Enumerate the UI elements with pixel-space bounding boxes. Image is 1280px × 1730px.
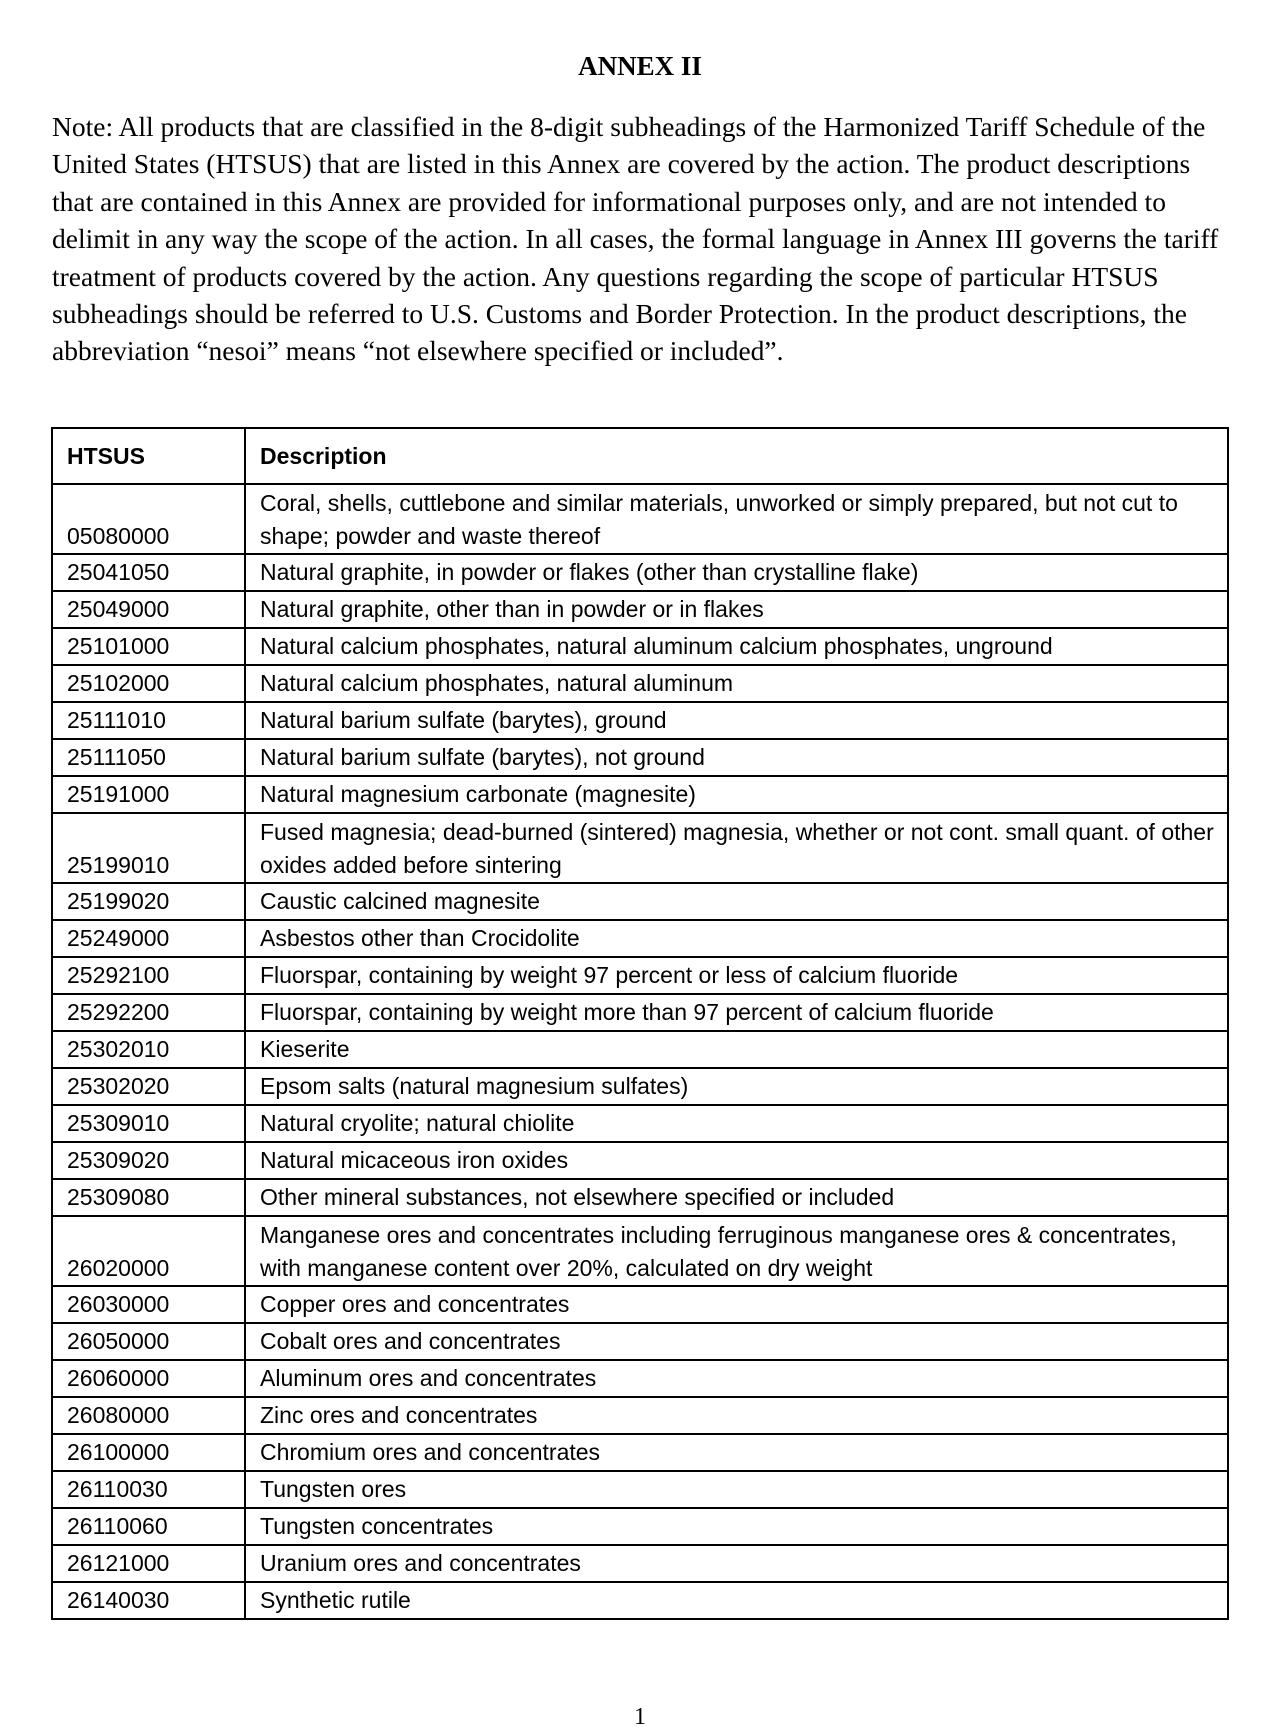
product-description: Natural calcium phosphates, natural aluminum — [245, 665, 1228, 702]
table-row — [52, 591, 1228, 628]
table-header-row — [52, 428, 1228, 484]
htsus-code: 26030000 — [52, 1286, 245, 1323]
product-description: Manganese ores and concentrates including ferruginous manganese ores & concentrates, with manganese content over 20%, calculated on dry weight — [245, 1216, 1228, 1286]
table-row — [52, 628, 1228, 665]
product-description: Fluorspar, containing by weight 97 percent or less of calcium fluoride — [245, 957, 1228, 994]
table-row — [52, 1286, 1228, 1323]
product-description: Natural barium sulfate (barytes), ground — [245, 702, 1228, 739]
htsus-code: 25292100 — [52, 957, 245, 994]
table-row — [52, 1068, 1228, 1105]
table-row — [52, 994, 1228, 1031]
table-row — [52, 1397, 1228, 1434]
htsus-code: 26060000 — [52, 1360, 245, 1397]
table-row — [52, 1105, 1228, 1142]
htsus-code: 25199010 — [52, 813, 245, 883]
htsus-table — [51, 427, 1229, 1620]
product-description: Other mineral substances, not elsewhere specified or included — [245, 1179, 1228, 1216]
product-description: Synthetic rutile — [245, 1582, 1228, 1619]
table-row — [52, 702, 1228, 739]
table-row — [52, 1216, 1228, 1286]
page-number: 1 — [634, 1704, 646, 1730]
product-description: Zinc ores and concentrates — [245, 1397, 1228, 1434]
htsus-code: 26080000 — [52, 1397, 245, 1434]
htsus-code: 25292200 — [52, 994, 245, 1031]
product-description: Caustic calcined magnesite — [245, 883, 1228, 920]
htsus-code: 26110060 — [52, 1508, 245, 1545]
table-row — [52, 920, 1228, 957]
htsus-code: 05080000 — [52, 484, 245, 554]
table-row — [52, 1508, 1228, 1545]
table-row — [52, 554, 1228, 591]
htsus-code: 25302020 — [52, 1068, 245, 1105]
header-description: Description — [245, 428, 1228, 484]
table-row — [52, 1179, 1228, 1216]
table-row — [52, 883, 1228, 920]
htsus-code: 26121000 — [52, 1545, 245, 1582]
product-description: Cobalt ores and concentrates — [245, 1323, 1228, 1360]
product-description: Natural magnesium carbonate (magnesite) — [245, 776, 1228, 813]
product-description: Asbestos other than Crocidolite — [245, 920, 1228, 957]
htsus-code: 25102000 — [52, 665, 245, 702]
htsus-code: 25302010 — [52, 1031, 245, 1068]
htsus-code: 25199020 — [52, 883, 245, 920]
table-row — [52, 484, 1228, 554]
product-description: Kieserite — [245, 1031, 1228, 1068]
htsus-code: 25049000 — [52, 591, 245, 628]
htsus-code: 25309010 — [52, 1105, 245, 1142]
table-row — [52, 957, 1228, 994]
table-row — [52, 813, 1228, 883]
htsus-code: 25191000 — [52, 776, 245, 813]
table-row — [52, 1545, 1228, 1582]
table-row — [52, 1434, 1228, 1471]
htsus-code: 25309020 — [52, 1142, 245, 1179]
htsus-code: 25101000 — [52, 628, 245, 665]
htsus-code: 25111010 — [52, 702, 245, 739]
table-row — [52, 1471, 1228, 1508]
htsus-code: 26110030 — [52, 1471, 245, 1508]
product-description: Natural graphite, other than in powder or in flakes — [245, 591, 1228, 628]
product-description: Natural barium sulfate (barytes), not ground — [245, 739, 1228, 776]
table-row — [52, 665, 1228, 702]
product-description: Tungsten concentrates — [245, 1508, 1228, 1545]
product-description: Natural cryolite; natural chiolite — [245, 1105, 1228, 1142]
product-description: Fused magnesia; dead-burned (sintered) magnesia, whether or not cont. small quant. of other oxides added before sintering — [245, 813, 1228, 883]
htsus-code: 26140030 — [52, 1582, 245, 1619]
product-description: Fluorspar, containing by weight more than 97 percent of calcium fluoride — [245, 994, 1228, 1031]
htsus-code: 26100000 — [52, 1434, 245, 1471]
table-row — [52, 1582, 1228, 1619]
htsus-code: 26020000 — [52, 1216, 245, 1286]
product-description: Copper ores and concentrates — [245, 1286, 1228, 1323]
table-row — [52, 1360, 1228, 1397]
page-title: ANNEX II — [578, 51, 702, 81]
product-description: Natural graphite, in powder or flakes (other than crystalline flake) — [245, 554, 1228, 591]
table-row — [52, 1142, 1228, 1179]
htsus-code: 25249000 — [52, 920, 245, 957]
table-row — [52, 776, 1228, 813]
product-description: Uranium ores and concentrates — [245, 1545, 1228, 1582]
annex-note: Note: All products that are classified in the 8-digit subheadings of the Harmonized Tariff Schedule of the United States (HTSUS) that are listed in this Annex are covered by the action. The product descriptions that are contained in this Annex are provided for informational purposes only, and are not intended to delimit in any way the scope of the action. In all cases, the formal language in Annex III governs the tariff treatment of products covered by the action. Any questions regarding the scope of particular HTSUS subheadings should be referred to U.S. Customs and Border Protection. In the product descriptions, the abbreviation “nesoi” means “not elsewhere specified or included”. — [52, 111, 1219, 367]
header-htsus: HTSUS — [52, 428, 245, 484]
product-description: Aluminum ores and concentrates — [245, 1360, 1228, 1397]
product-description: Chromium ores and concentrates — [245, 1434, 1228, 1471]
table-row — [52, 739, 1228, 776]
table-row — [52, 1323, 1228, 1360]
htsus-code: 26050000 — [52, 1323, 245, 1360]
htsus-code: 25111050 — [52, 739, 245, 776]
htsus-code: 25309080 — [52, 1179, 245, 1216]
product-description: Epsom salts (natural magnesium sulfates) — [245, 1068, 1228, 1105]
product-description: Natural calcium phosphates, natural aluminum calcium phosphates, unground — [245, 628, 1228, 665]
table-row — [52, 1031, 1228, 1068]
product-description: Tungsten ores — [245, 1471, 1228, 1508]
product-description: Coral, shells, cuttlebone and similar materials, unworked or simply prepared, but not cut to shape; powder and waste thereof — [245, 484, 1228, 554]
product-description: Natural micaceous iron oxides — [245, 1142, 1228, 1179]
htsus-code: 25041050 — [52, 554, 245, 591]
